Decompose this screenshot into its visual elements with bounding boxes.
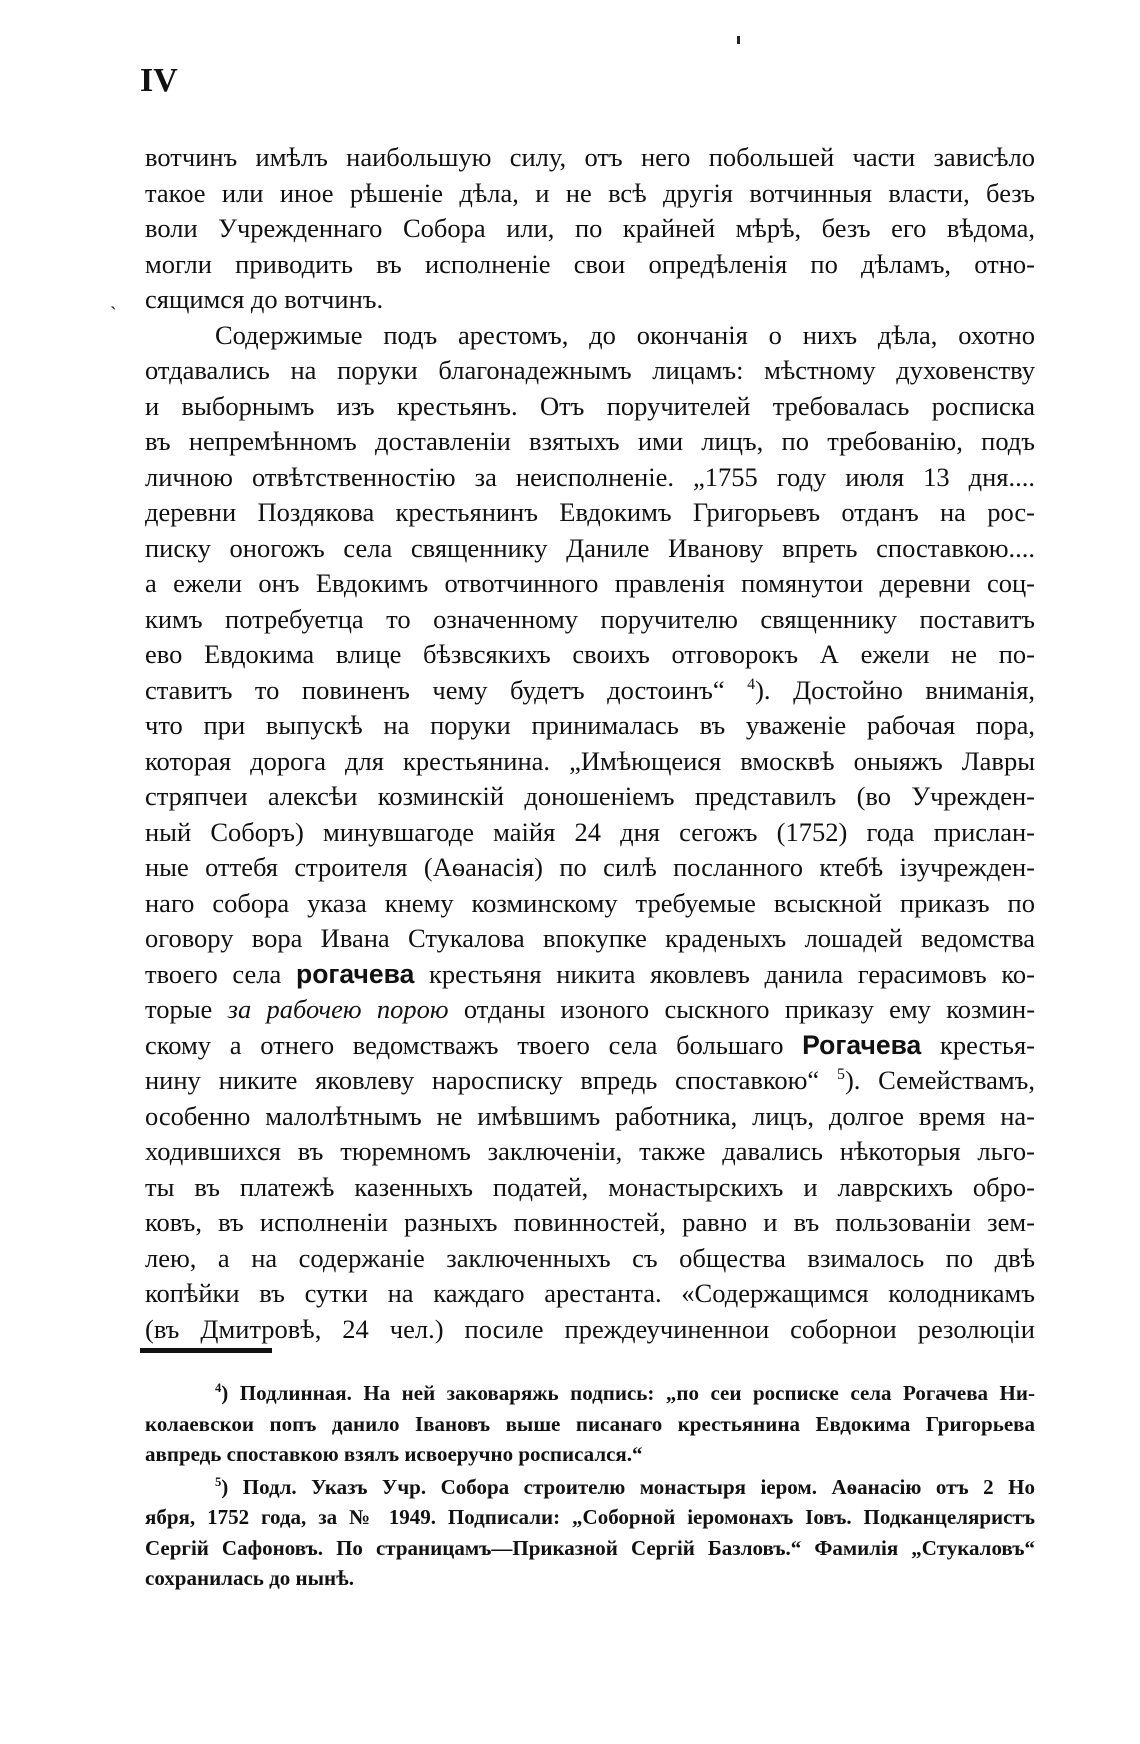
text-line: ковъ, въ исполненіи разныхъ повинностей, равно и въ пользованіи зем- xyxy=(145,1207,1035,1237)
text-line: особенно малолѣтнымъ не имѣвшимъ работника, лицъ, долгое время на- xyxy=(145,1100,1035,1131)
text-line xyxy=(145,957,1035,993)
text-line: оговору вора Ивана Стукалова впокупке краденыхъ лошадей ведомства xyxy=(145,923,1035,953)
text-line: отдавались на поруки благонадежнымъ лицамъ: мѣстному духовенству xyxy=(145,355,1035,385)
text-line: Содержимые подъ арестомъ, до окончанія о нихъ дѣла, охотно xyxy=(215,319,1035,350)
text-line: кимъ потребуетца то означенному поручителю священнику поставитъ xyxy=(145,603,1035,634)
text-line: (въ Дмитровѣ, 24 чел.) посиле преждеучиненнои соборнои резолюціи xyxy=(145,1313,1035,1344)
text-line: копѣйки въ сутки на каждаго арестанта. «Содержащимся колодникамъ xyxy=(145,1278,1035,1308)
text-line: деревни Поздякова крестьянинъ Евдокимъ Григорьевъ отданъ на рос- xyxy=(145,497,1035,527)
footnote-line: Сергій Сафоновъ. По страницамъ—Приказной Сергій Базловъ.“ Фамилія „Стукаловъ“ xyxy=(145,1535,1035,1560)
text-line: такое или иное рѣшеніе дѣла, и не всѣ другія вотчинныя власти, безъ xyxy=(145,177,1035,208)
text-line: ные оттебя строителя (Аѳанасія) по силѣ посланного ктебѣ ізучрежден- xyxy=(145,852,1035,882)
footnote-4 xyxy=(145,1378,1035,1470)
text-line: личною отвѣтственностію за неисполненіе. „1755 году июля 13 дня.... xyxy=(145,461,1035,492)
footnote-line: колаевскои попъ данило Івановъ выше писанаго крестьянина Евдокима Григорьева xyxy=(145,1411,1035,1436)
footnote-5 xyxy=(145,1472,1035,1594)
bold-place-name: Рогачева xyxy=(802,1029,922,1060)
text-line: сящимся до вотчинъ. xyxy=(145,284,384,314)
ink-speck xyxy=(737,36,740,44)
line-segment: нину никите яковлеву наросписку впредь споставкою“ xyxy=(145,1065,820,1095)
text-line: вотчинъ имѣлъ наибольшую силу, отъ него побольшей части зависѣло xyxy=(145,142,1035,172)
text-line: и выборнымъ изъ крестьянъ. Отъ поручителей требовалась росписка xyxy=(145,390,1035,421)
footnote-marker: 4 xyxy=(215,1381,222,1395)
margin-mark: ˎ xyxy=(110,288,117,310)
footnote-divider xyxy=(140,1348,272,1353)
text-line xyxy=(145,1063,1035,1099)
line-segment: отданы изоного сыскного приказу ему козмин- xyxy=(463,994,1036,1024)
text-line: въ непремѣнномъ доставленіи взятыхъ ими лицъ, по требованію, подъ xyxy=(145,426,1035,456)
text-line xyxy=(145,1028,1035,1064)
text-line: могли приводить въ исполненіе свои опредѣленія по дѣламъ, отно- xyxy=(145,248,1035,279)
text-line: ты въ платежѣ казенныхъ податей, монастырскихъ и лаврскихъ обро- xyxy=(145,1171,1035,1202)
line-segment: крестьяня никита яковлевъ данила герасимовъ ко- xyxy=(429,958,1036,989)
page-number: IV xyxy=(140,62,178,99)
text-line: лею, а на содержаніе заключенныхъ съ общества взималось по двѣ xyxy=(145,1242,1035,1273)
body-text xyxy=(145,140,1035,1347)
text-line: писку оногожъ села священнику Даниле Иванову впреть споставкою.... xyxy=(145,532,1035,563)
footnote-line: авпредь споставкою взялъ исвоеручно росписался.“ xyxy=(145,1442,643,1466)
italic-phrase: за рабочею порою xyxy=(227,994,449,1024)
text-line: ходившихся въ тюремномъ заключеніи, также давались нѣкоторыя льго- xyxy=(145,1136,1035,1166)
text-line: которая дорога для крестьянина. „Имѣющеися вмосквѣ оныяжъ Лавры xyxy=(145,745,1035,776)
text-line: воли Учрежденнаго Собора или, по крайней мѣрѣ, безъ его вѣдома, xyxy=(145,213,1035,243)
footnote-line: сохранилась до нынѣ. xyxy=(145,1566,354,1590)
footnote-ref-5: 5 xyxy=(836,1066,845,1084)
footnote-ref-4: 4 xyxy=(747,675,756,693)
text-line xyxy=(145,992,1035,1028)
line-segment: скому а отнего ведомстважъ твоего села большаго xyxy=(145,1029,784,1060)
line-segment: торые xyxy=(145,994,213,1024)
text-line: ный Соборъ) минувшагоде маійя 24 дня сегожъ (1752) года прислан- xyxy=(145,816,1035,847)
line-segment: твоего села xyxy=(145,958,282,989)
text-line: стряпчеи алексѣи козминскій доношеніемъ представилъ (во Учрежден- xyxy=(145,781,1035,811)
footnote-text: ) Подлинная. На ней заковаряжь подпись: „по сеи росписке села Рогачева Ни- xyxy=(221,1381,1035,1405)
text-line: ево Евдокима влице бѣзвсякихъ своихъ отговорокъ А ежели не по- xyxy=(145,639,1035,669)
text-line xyxy=(145,673,1035,709)
line-segment: крестья- xyxy=(940,1029,1035,1060)
bold-place-name: рогачева xyxy=(296,958,415,989)
footnote-line xyxy=(145,1472,1035,1503)
line-segment: ставитъ то повиненъ чему будетъ достоинъ“ xyxy=(145,674,725,705)
line-segment: ). Семействамъ, xyxy=(844,1065,1035,1095)
text-line: наго собора указа кнему козминскому требуемые всыскной приказъ по xyxy=(145,887,1035,918)
footnotes xyxy=(145,1378,1035,1596)
footnote-line xyxy=(145,1378,1035,1409)
footnote-line: ября, 1752 года, за № 1949. Подписали: „Соборной іеромонахъ Іовъ. Подканцеляристъ xyxy=(145,1505,1035,1529)
line-segment: ). Достойно вниманія, xyxy=(755,674,1036,705)
text-line: а ежели онъ Евдокимъ отвотчинного правленія помянутои деревни соц- xyxy=(145,568,1035,598)
text-line: что при выпускѣ на поруки принималась въ уваженіе рабочая пора, xyxy=(145,710,1035,740)
footnote-marker: 5 xyxy=(215,1474,222,1489)
footnote-text: ) Подл. Указъ Учр. Собора строителю монастыря іером. Аѳанасію отъ 2 Но xyxy=(221,1474,1035,1499)
